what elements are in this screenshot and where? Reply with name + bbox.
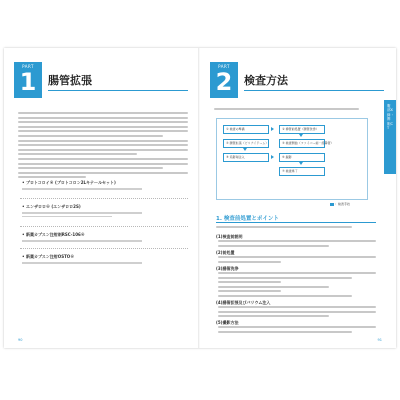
part-label: PART [218,64,230,69]
flow-step: ⑤ 造影剤注入 [223,153,269,162]
part-number: 1 [19,68,37,96]
title-rule [48,90,188,91]
drug-item: • 新薬カプスン注射剤RSC-106® [22,232,172,242]
subheading: (4)腸管拡張及びバリウム注入 [216,300,271,305]
drug-item: • エンザロロ® (エンザロロ2S) [22,204,172,217]
part-number: 2 [215,68,233,96]
arrow-right-icon [271,155,274,159]
flow-step: ④ 腸管拡張（ビリアイドーム） [223,139,269,148]
side-tab [384,100,396,174]
part-badge [210,62,238,98]
subheading: (1)検査前説明 [216,234,243,239]
left-page [4,48,200,348]
subheading: (5)撮影方法 [216,320,239,325]
flow-step: ⑦ 検査終了 [279,167,325,176]
legend-swatch [330,203,334,206]
drug-item: • 新薬カプスン注射OSTO® [22,254,172,264]
body-paragraph [18,112,188,181]
page-title: 腸管拡張 [48,74,92,87]
book-spread [4,48,396,348]
subheading: (3)腸管洗浄 [216,266,239,271]
arrow-right-icon [271,127,274,131]
section-rule [216,222,376,223]
subheading: (2)前処置 [216,250,235,255]
flow-step: ② 挿管前処置（腸管洗浄） [279,125,325,134]
page-number: 90 [18,338,23,342]
part-badge [14,62,42,98]
arrow-down-icon [243,148,247,151]
flow-diagram [216,118,368,200]
drug-item: • プロトコロイ® (プロトコロン2Lキテールセット) [22,180,172,190]
part-label: PART [22,64,34,69]
divider [20,248,188,249]
diagram-legend: ：検査手技 [330,202,350,206]
title-rule [244,90,384,91]
subsection-text [218,326,376,335]
flow-step: ③ 検査開始（ファイバー前・経鼻管） [279,139,325,148]
subsection-text [218,306,376,320]
side-tab-label: 腹部X線・膵胆CT [387,104,394,131]
page-title: 検査方法 [244,74,288,87]
divider [20,198,188,199]
subsection-text [218,240,376,249]
arrow-down-icon [299,162,303,165]
flow-step: ⑥ 撮影 [279,153,325,162]
subsection-text [218,256,376,265]
arrow-down-icon [299,134,303,137]
flow-step: ① 検査の準備 [223,125,269,134]
page-number: 91 [377,338,382,342]
subsection-text [218,272,376,300]
intro-paragraph [214,108,384,113]
section-intro [216,226,376,231]
right-page [200,48,396,348]
divider [20,226,188,227]
section-heading: 1. 検査前処置とポイント [216,216,279,222]
